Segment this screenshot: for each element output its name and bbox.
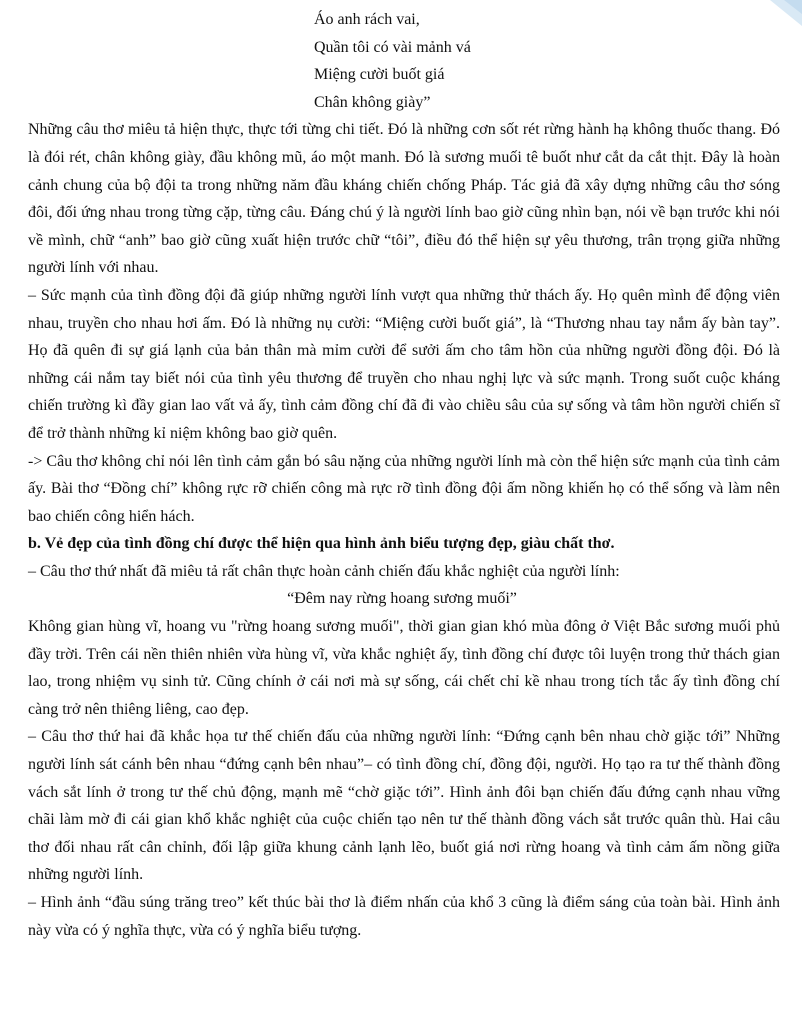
- poem-line-2: Quần tôi có vài mảnh vá: [314, 38, 471, 56]
- paragraph-moon-on-gun-image: – Hình ảnh “đầu súng trăng treo” kết thúc bài thơ là điểm nhấn của khổ 3 cũng là điểm sáng của toàn bài. Hình ảnh này vừa có ý nghĩa thực, vừa có ý nghĩa biểu tượng.: [28, 894, 780, 939]
- paragraph-second-verse: – Câu thơ thứ hai đã khắc họa tư thế chiến đấu của những người lính: “Đứng cạnh bên nhau chờ giặc tới” Những người lính sát cánh bên nhau “đứng cạnh bên nhau”– có tình đồng chí, đồng đội, người. Họ tạo ra tư thế thành đồng vách sắt lính ở trong tư thế chủ động, mạnh mẽ “chờ giặc tới”. Hình ảnh đôi bạn chiến đấu đứng cạnh nhau vững chãi làm mờ đi cái gian khổ khắc nghiệt của cuộc chiến tạo nên tư thế thành đồng vách sắt trước quân thù. Hai câu thơ đối nhau rất cân chỉnh, đối lập giữa khung cảnh lạnh lẽo, buốt giá nơi rừng hoang và tình cảm ấm nồng giữa những người lính.: [28, 728, 780, 884]
- paragraph-reality-description: Những câu thơ miêu tả hiện thực, thực tới từng chi tiết. Đó là những cơn sốt rét rừng hành hạ không thuốc thang. Đó là đói rét, chân không giày, đầu không mũ, áo một manh. Đó là sương muối tê buốt như cắt da cắt thịt. Đây là hoàn cảnh chung của bộ đội ta trong những năm đầu kháng chiến chống Pháp. Tác giả đã xây dựng những câu thơ sóng đôi, đối ứng nhau trong từng cặp, từng câu. Đáng chú ý là người lính bao giờ cũng nhìn bạn, nói về bạn trước khi nói về mình, chữ “anh” bao giờ cũng xuất hiện trước chữ “tôi”, điều đó thể hiện sự yêu thương, trân trọng giữa những người lính với nhau.: [28, 121, 780, 277]
- paragraph-space-and-time: Không gian hùng vĩ, hoang vu "rừng hoang sương muối", thời gian gian khó mùa đông ở Việt Bắc sương muối phủ đầy trời. Trên cái nền thiên nhiên vừa hùng vĩ, vừa khắc nghiệt ấy, tình đồng chí được tôi luyện trong thử thách gian lao, trong nhiệm vụ sinh tử. Cũng chính ở cái nơi mà sự sống, cái chết chỉ kề nhau trong tích tắc ấy tình đồng chí càng trở nên thiêng liêng, cao đẹp.: [28, 618, 780, 718]
- poem-line-4: Chân không giày”: [314, 93, 431, 111]
- document-page: [28, 6, 780, 944]
- section-heading-b: b. Vẻ đẹp của tình đồng chí được thể hiện qua hình ảnh biểu tượng đẹp, giàu chất thơ.: [28, 535, 615, 553]
- paragraph-strength-of-comradeship: – Sức mạnh của tình đồng đội đã giúp những người lính vượt qua những thử thách ấy. Họ quên mình để động viên nhau, truyền cho nhau hơi ấm. Đó là những nụ cười: “Miệng cười buốt giá”, là “Thương nhau tay nắm ấy bàn tay”. Họ đã quên đi sự giá lạnh của bản thân mà mỉm cười để sưởi ấm cho tâm hồn của những người đồng đội. Đó là những cái nắm tay biết nói của tình yêu thương để truyền cho nhau nghị lực và sức mạnh. Trong suốt cuộc kháng chiến trường kì đầy gian lao vất vả ấy, tình cảm đồng chí đã đi vào chiều sâu của sự sống và tâm hồn người chiến sĩ để trở thành những kỉ niệm không bao giờ quên.: [28, 286, 780, 442]
- paragraph-conclusion: -> Câu thơ không chỉ nói lên tình cảm gắn bó sâu nặng của những người lính mà còn thể hiện sức mạnh của tình cảm ấy. Bài thơ “Đồng chí” không rực rỡ chiến công mà rực rỡ tình đồng đội ấm nồng khiến họ có thể sống và làm nên bao chiến công hiển hách.: [28, 452, 780, 525]
- poem-line-3: Miệng cười buốt giá: [314, 66, 445, 84]
- paragraph-first-verse-intro: – Câu thơ thứ nhất đã miêu tả rất chân thực hoàn cảnh chiến đấu khắc nghiệt của người lính:: [28, 562, 620, 580]
- poem-line-1: Áo anh rách vai,: [314, 11, 420, 28]
- quoted-verse: “Đêm nay rừng hoang sương muối”: [287, 590, 517, 608]
